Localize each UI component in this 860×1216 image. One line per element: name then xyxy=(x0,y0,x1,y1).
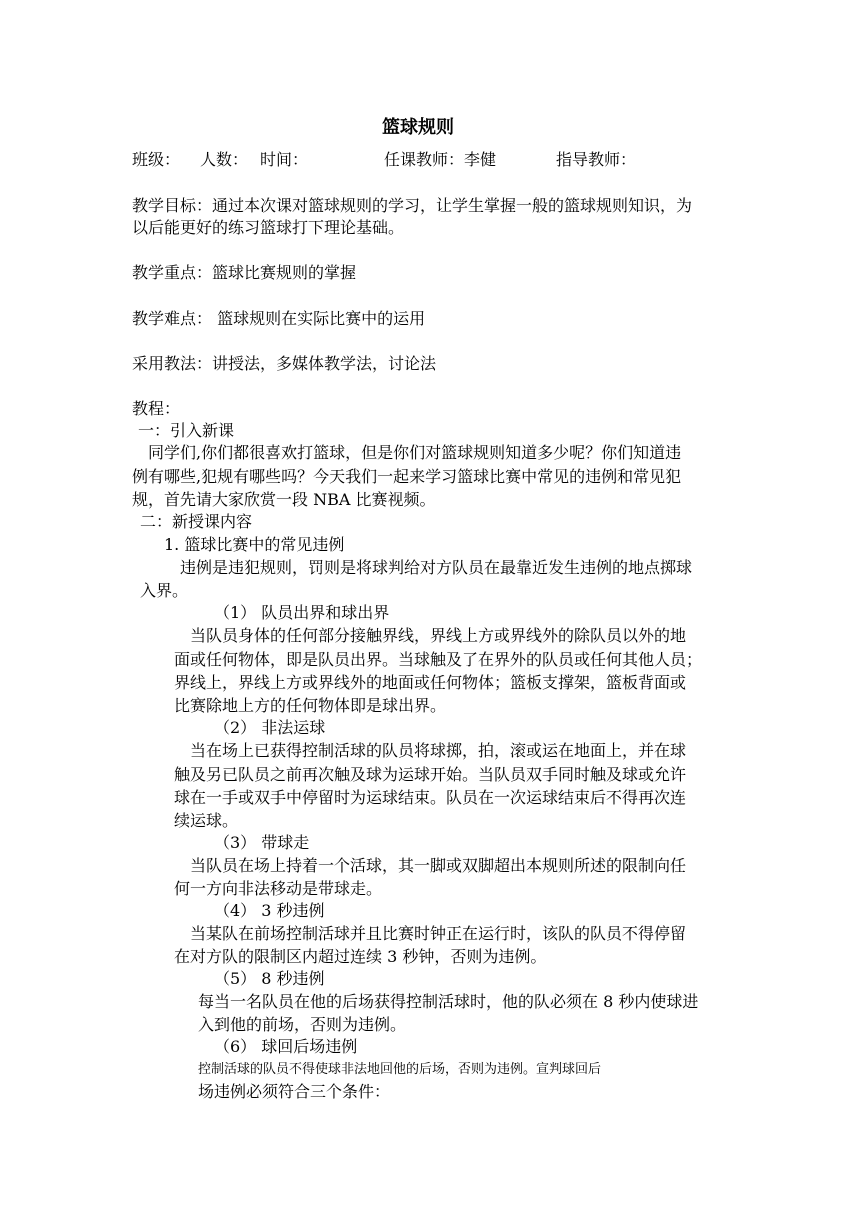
item-4-line-1: 当某队在前场控制活球并且比赛时钟正在运行时，该队的队员不得停留 xyxy=(190,924,687,943)
item-6-line-1: 控制活球的队员不得使球非法地回他的后场，否则为违例。宣判球回后 xyxy=(198,1062,602,1077)
document-title: 篮球规则 xyxy=(382,117,454,138)
item-2-title: （2） 非法运球 xyxy=(214,718,326,737)
item-2-line-2: 触及另已队员之前再次触及球为运球开始。当队员双手同时触及球或允许 xyxy=(174,765,687,784)
header-count: 人数： xyxy=(200,150,249,169)
item-3-line-1: 当队员在场上持着一个活球，其一脚或双脚超出本规则所述的限制向任 xyxy=(190,856,687,875)
part2-intro-1: 违例是违犯规则，罚则是将球判给对方队员在最靠近发生违例的地点掷球 xyxy=(180,558,693,577)
item-4-line-2: 在对方队的限制区内超过连续 3 秒钟，否则为违例。 xyxy=(174,947,547,966)
part1-line-3: 规，首先请大家欣赏一段 NBA 比赛视频。 xyxy=(132,490,436,509)
part2-sub1: 1. 篮球比赛中的常见违例 xyxy=(164,535,345,554)
part1-line-1: 同学们,你们都很喜欢打篮球，但是你们对篮球规则知道多少呢？你们知道违 xyxy=(148,443,682,462)
item-3-title: （3） 带球走 xyxy=(214,833,310,852)
item-6-title: （6） 球回后场违例 xyxy=(214,1037,358,1056)
header-teacher: 任课教师：李健 xyxy=(384,150,497,169)
item-6-line-2: 场违例必须符合三个条件： xyxy=(198,1082,391,1101)
process-label: 教程： xyxy=(132,399,181,418)
item-1-title: （1） 队员出界和球出界 xyxy=(214,603,390,622)
part2-heading: 二：新授课内容 xyxy=(140,512,253,531)
part1-line-2: 例有哪些,犯规有哪些吗？今天我们一起来学习篮球比赛中常见的违例和常见犯 xyxy=(132,467,682,486)
item-5-line-2: 入到他的前场，否则为违例。 xyxy=(198,1015,407,1034)
item-3-line-2: 何一方向非法移动是带球走。 xyxy=(174,879,383,898)
item-5-title: （5） 8 秒违例 xyxy=(214,969,325,988)
header-time: 时间： xyxy=(260,150,309,169)
item-1-line-2: 面或任何物体，即是队员出界。当球触及了在界外的队员或任何其他人员； xyxy=(174,650,703,669)
item-5-line-1: 每当一名队员在他的后场获得控制活球时，他的队必须在 8 秒内使球进 xyxy=(198,992,699,1011)
part2-intro-2: 入界。 xyxy=(140,581,189,600)
objective-line-1: 教学目标：通过本次课对篮球规则的学习，让学生掌握一般的篮球规则知识，为 xyxy=(132,196,693,215)
methods: 采用教法：讲授法，多媒体教学法，讨论法 xyxy=(132,354,437,373)
item-4-title: （4） 3 秒违例 xyxy=(214,901,325,920)
part1-heading: 一：引入新课 xyxy=(138,421,235,440)
objective-line-2: 以后能更好的练习篮球打下理论基础。 xyxy=(132,218,405,237)
item-2-line-3: 球在一手或双手中停留时为运球结束。队员在一次运球结束后不得再次连 xyxy=(174,788,687,807)
header-guide: 指导教师： xyxy=(556,150,637,169)
item-1-line-3: 界线上，界线上方或界线外的地面或任何物体；篮板支撑架，篮板背面或 xyxy=(174,673,687,692)
item-1-line-4: 比赛除地上方的任何物体即是球出界。 xyxy=(174,696,447,715)
header-class: 班级： xyxy=(132,150,181,169)
item-2-line-4: 续运球。 xyxy=(174,811,239,830)
item-2-line-1: 当在场上已获得控制活球的队员将球掷，拍，滚或运在地面上，并在球 xyxy=(190,741,687,760)
difficulty: 教学难点： 篮球规则在实际比赛中的运用 xyxy=(132,309,426,328)
key-point: 教学重点：篮球比赛规则的掌握 xyxy=(132,263,357,282)
item-1-line-1: 当队员身体的任何部分接触界线，界线上方或界线外的除队员以外的地 xyxy=(190,626,687,645)
